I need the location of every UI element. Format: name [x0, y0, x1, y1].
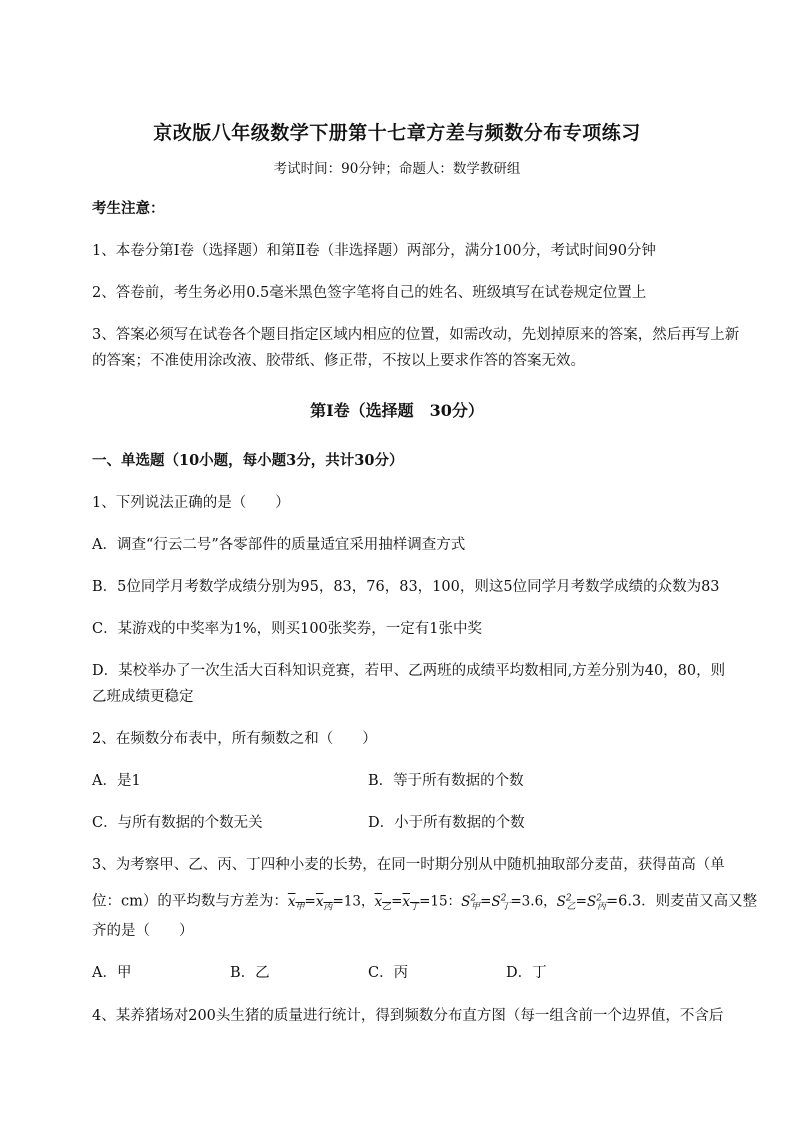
q3-option-d: D．丁 — [506, 965, 547, 981]
q3-option-a: A．甲 — [92, 965, 132, 981]
var-s-jia: $S^2_甲$ — [461, 893, 481, 913]
var-s-bing: $S^2_丙$ — [586, 893, 606, 913]
q1-option-b: B．5位同学月考数学成绩分别为95，83，76，83，100，则这5位同学月考数学成绩的众数为83 — [92, 579, 720, 595]
q2-option-a: A．是1 — [92, 773, 141, 789]
var-s-ding: $S^2_丁$ — [491, 893, 511, 913]
q3-option-b: B．乙 — [230, 965, 270, 981]
exam-subtitle: 考试时间：90分钟；命题人：数学教研组 — [273, 161, 521, 177]
mean-x-bing: $x_丙$ — [315, 893, 333, 913]
q3-stem-line2 — [92, 885, 758, 920]
mean-x-ding: $x_丁$ — [402, 893, 420, 913]
part-heading: 一、单选题（10小题，每小题3分，共计30分） — [92, 452, 404, 469]
q1-option-d-cont: 乙班成绩更稳定 — [92, 689, 194, 705]
q3-option-c: C．丙 — [368, 965, 409, 981]
q3-formula: $x_甲=x_丙=13$，$x_乙=x_丁=15$：$S^2_甲=S^2_丁=3.6$，$S^2_乙=S^2_丙$ — [287, 893, 606, 913]
q3-stem-suffix: =6.3．则麦苗又高又整 — [605, 893, 758, 910]
q1-option-d: D．某校举办了一次生活大百科知识竞赛，若甲、乙两班的成绩平均数相同,方差分别为40，80，则 — [92, 663, 726, 679]
notice-3: 3、答案必须写在试卷各个题目指定区域内相应的位置，如需改动，先划掉原来的答案，然后再写上新 — [92, 327, 740, 343]
q2-stem: 2、在频数分布表中，所有频数之和（ ） — [92, 731, 377, 747]
mean-x-jia: $x_甲$ — [287, 893, 305, 913]
q2-option-c: C．与所有数据的个数无关 — [92, 815, 263, 831]
exam-title: 京改版八年级数学下册第十七章方差与频数分布专项练习 — [153, 122, 641, 144]
q3-stem-line1: 3、为考察甲、乙、丙、丁四种小麦的长势，在同一时期分别从中随机抽取部分麦苗，获得苗高（单 — [92, 857, 725, 873]
q3-stem-prefix: 位：cm）的平均数与方差为： — [92, 893, 288, 910]
q1-option-a: A．调查“行云二号”各零部件的质量适宜采用抽样调查方式 — [92, 537, 466, 553]
section-title: 第I卷（选择题 30分） — [310, 401, 484, 420]
notice-3-cont: 的答案；不准使用涂改液、胶带纸、修正带，不按以上要求作答的答案无效。 — [92, 353, 585, 369]
q3-stem-line3: 齐的是（ ） — [92, 923, 194, 939]
q4-stem: 4、某养猪场对200头生猪的质量进行统计，得到频数分布直方图（每一组含前一个边界值，不含后 — [92, 1008, 724, 1024]
notice-1: 1、本卷分第I卷（选择题）和第Ⅱ卷（非选择题）两部分，满分100分，考试时间90分钟 — [92, 243, 656, 259]
notice-2: 2、答卷前，考生务必用0.5毫米黑色签字笔将自己的姓名、班级填写在试卷规定位置上 — [92, 285, 647, 301]
q1-option-c: C．某游戏的中奖率为1%，则买100张奖券，一定有1张中奖 — [92, 621, 482, 637]
notice-heading: 考生注意： — [92, 200, 165, 217]
q2-option-d: D．小于所有数据的个数 — [368, 815, 525, 831]
q2-option-b: B．等于所有数据的个数 — [368, 773, 524, 789]
var-s-yi: $S^2_乙$ — [556, 893, 576, 913]
q1-stem: 1、下列说法正确的是（ ） — [92, 495, 290, 511]
mean-x-yi: $x_乙$ — [374, 893, 392, 913]
